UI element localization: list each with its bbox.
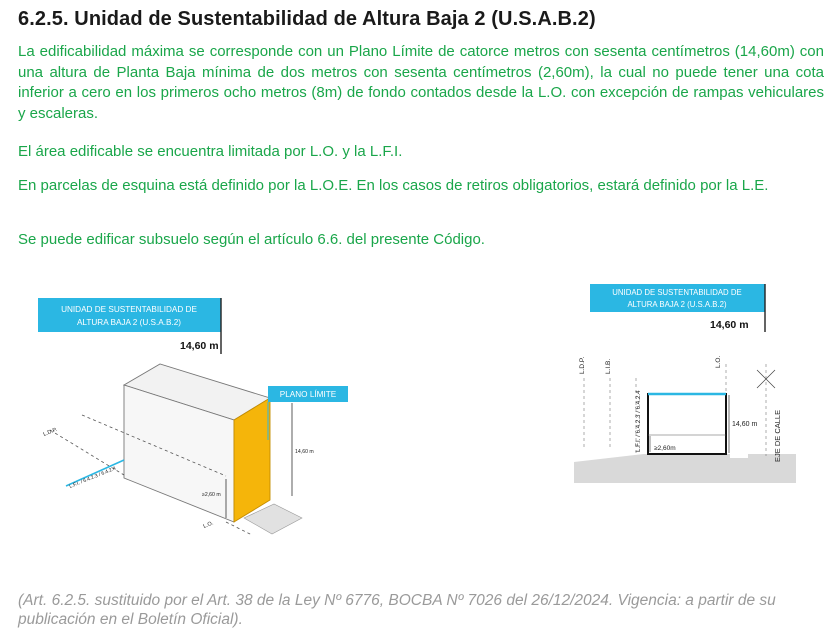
left-banner-line1: UNIDAD DE SUSTENTABILIDAD DE [61,305,197,314]
left-ldp-label: L.D.P. [42,426,59,438]
plano-limite-text: PLANO LÍMITE [279,390,337,399]
left-lfi-label: L.F.I. / 6.4.2.3 / 6.4.2.4 [68,465,117,490]
right-eje-label: EJE DE CALLE [773,409,782,462]
ground-section [574,454,796,483]
right-lib-label: L.I.B. [605,358,612,374]
isometric-diagram [30,290,370,555]
section-diagram [570,278,800,488]
right-lo-label: L.O. [715,355,722,368]
right-ldp-label: L.D.P. [579,356,586,374]
paragraph-edificabilidad: La edificabilidad máxima se corresponde con un Plano Límite de catorce metros con sesenta centímetros (14,60m) con una altura de Planta Baja mínima de dos metros con sesenta centímetros (2,60m), la cual no puede tener una cota inferior a cero en los primeros ocho metros (8m) de fondo contados desde la L.O. con excepción de rampas vehiculares y escaleras. [18,43,824,122]
right-lfi-label: L.F.I. / 6.4.2.3 / 6.4.2.4 [635,390,642,452]
section-svg [570,278,800,488]
right-banner-line2: ALTURA BAJA 2 (U.S.A.B.2) [627,300,727,309]
paragraph-area-edificable: El área edificable se encuentra limitada por L.O. y la L.F.I. [18,143,403,160]
footer-note: (Art. 6.2.5. sustituido por el Art. 38 de la Ley Nº 6776, BOCBA Nº 7026 del 26/12/2024. Vigencia: a partir de su publicación en el Boletín Oficial). [18,592,776,628]
plano-limite-face [234,398,270,522]
paragraph-subsuelo: Se puede edificar subsuelo según el artículo 6.6. del presente Código. [18,231,485,248]
right-dim-pb: ≥2,60m [654,445,676,452]
isometric-svg [30,290,370,555]
left-banner-line2: ALTURA BAJA 2 (U.S.A.B.2) [76,318,182,327]
left-pb-label: ≥2,60 m [202,492,221,498]
right-dim-height: 14,60 m [732,421,758,428]
right-height-label: 14,60 m [710,319,749,331]
lo-line [226,522,252,535]
left-height-small: 14,60 m [295,449,314,455]
left-lo-label: L.O. [202,520,215,530]
left-height-label: 14,60 m [180,340,219,352]
right-banner-line1: UNIDAD DE SUSTENTABILIDAD DE [612,288,742,297]
paragraph-parcelas-esquina: En parcelas de esquina está definido por la L.O.E. En los casos de retiros obligatorios, estará definido por la L.E. [18,177,769,194]
section-heading: 6.2.5. Unidad de Sustentabilidad de Altura Baja 2 (U.S.A.B.2) [18,8,596,30]
